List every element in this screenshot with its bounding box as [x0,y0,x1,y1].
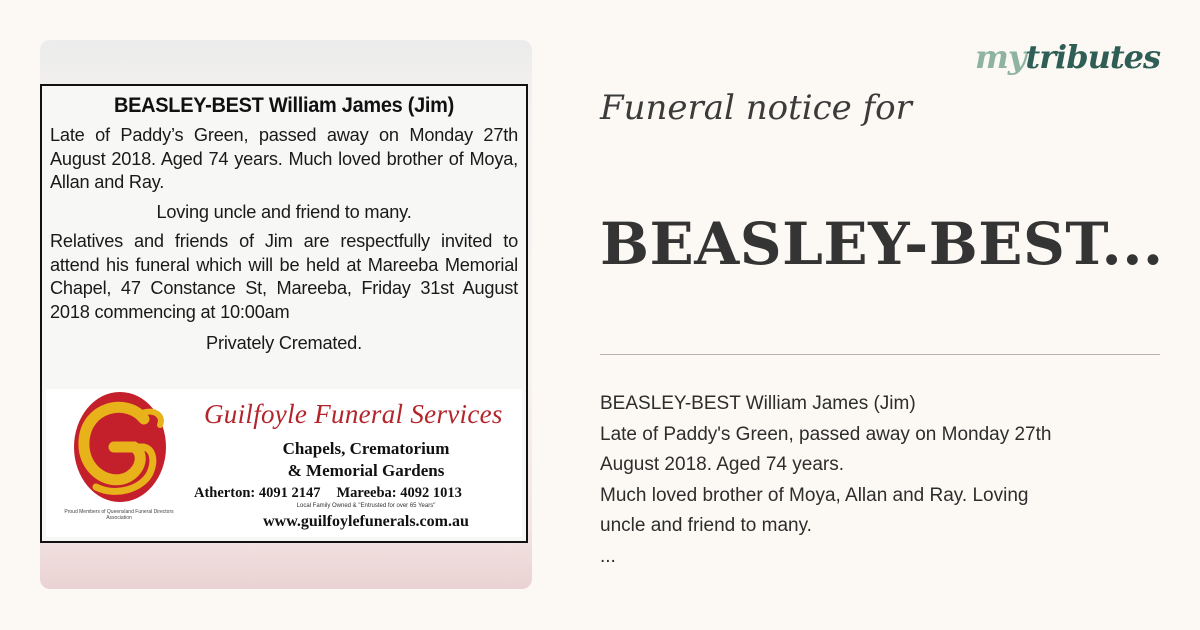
page-title: BEASLEY-BEST... [600,210,1164,278]
funeral-notice [40,84,528,543]
summary-line: August 2018. Aged 74 years. [600,454,845,475]
ad-line-1: Chapels, Crematorium [282,439,450,458]
notice-paragraph-1: Late of Paddy’s Green, passed away on Monday 27th August 2018. Aged 74 years. Much loved brother of Moya, Allan and Ray. [50,125,518,192]
brand-part-tributes: tributes [1025,38,1160,76]
funeral-services-ad [46,389,522,537]
summary-ellipsis: ... [600,545,616,567]
ad-phones [194,485,524,502]
page-subtitle: Funeral notice for [600,88,912,128]
brand-part-my: my [974,38,1026,76]
notice-title: BEASLEY-BEST William James (Jim) [114,94,454,117]
summary-line: Much loved brother of Moya, Allan and Ray. Loving [600,484,1029,506]
notice-image-card [40,40,532,589]
summary-line: uncle and friend to many. [600,515,812,536]
divider [600,354,1160,355]
notice-paragraph-3: Relatives and friends of Jim are respectfully invited to attend his funeral which will be held at Mareeba Memorial Chapel, 47 Constance St, Mareeba, Friday 31st August 2018 commencing at 10:00am [50,231,518,322]
notice-paragraph-2: Loving uncle and friend to many. [156,201,412,222]
ad-tagline: Local Family Owned & "Entrusted for over 65 Years" [296,503,436,509]
ad-phone-mareeba: Mareeba: 4092 1013 [336,485,462,501]
notice-summary [600,389,1160,572]
summary-line: Late of Paddy's Green, passed away on Monday 27th [600,423,1052,445]
mytributes-logo[interactable] [975,38,1160,76]
ad-company-name: Guilfoyle Funeral Services [204,399,503,429]
ad-caption: Proud Members of Queensland Funeral Directors Association [64,509,174,521]
ad-phone-atherton: Atherton: 4091 2147 [194,485,321,501]
guilfoyle-logo-icon [56,389,186,514]
ad-website: www.guilfoylefunerals.com.au [263,513,469,530]
ad-line-2: & Memorial Gardens [287,461,445,480]
notice-paragraph-4: Privately Cremated. [206,333,362,353]
summary-line: BEASLEY-BEST William James (Jim) [600,393,916,414]
